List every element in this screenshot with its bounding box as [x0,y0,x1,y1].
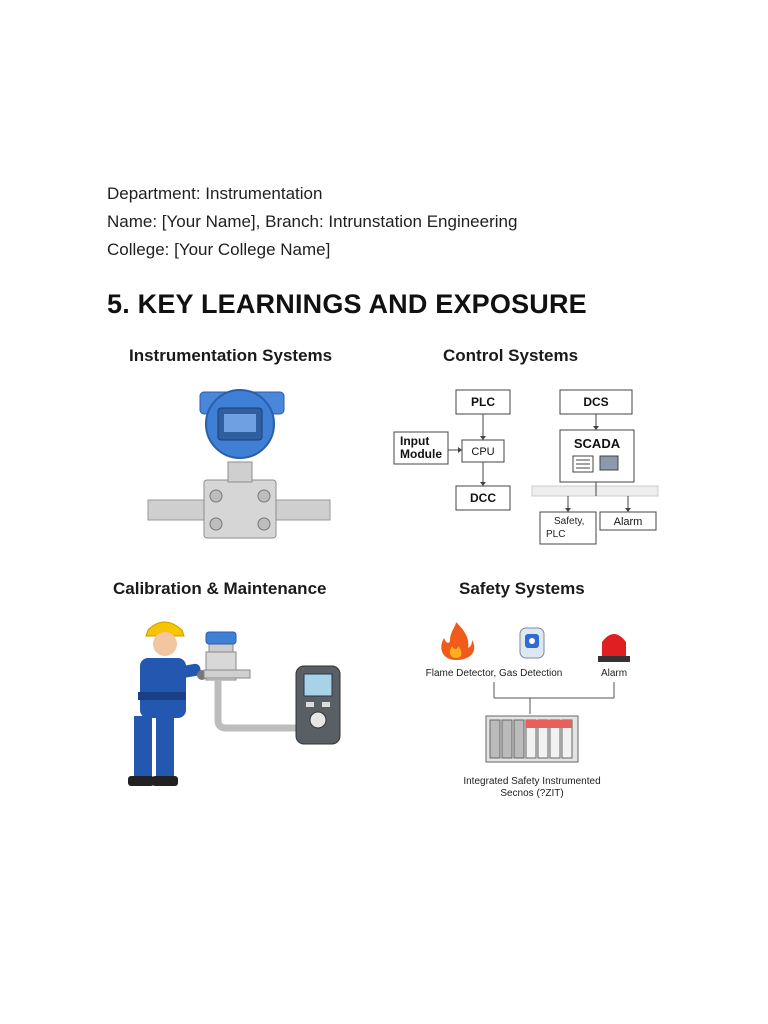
name-branch-line: Name: [Your Name], Branch: Intrunstation Engineering [107,212,518,231]
calibration-illustration [120,612,350,797]
scada-label: SCADA [573,436,621,451]
gas-detector-icon [520,628,544,658]
calibration-maintenance-title: Calibration & Maintenance [113,579,327,598]
sis-label-line1: Integrated Safety Instrumented [463,776,601,787]
dcc-label: DCC [470,491,496,505]
technician-figure [128,622,207,786]
plc-label: PLC [471,395,495,409]
instrumentation-systems-title: Instrumentation Systems [129,346,333,365]
handheld-calibrator [296,666,340,744]
sis-label-line2: Secnos (?ZIT) [500,788,564,799]
alarm-label: Alarm [600,668,628,679]
section-title: 5. KEY LEARNINGS AND EXPOSURE [107,289,587,319]
control-systems-title: Control Systems [443,346,579,365]
field-transmitter [204,632,302,728]
safety-plc-label-1: Safety, [554,516,585,527]
pressure-transmitter-illustration [140,384,340,544]
input-module-label-1: Input [400,434,430,448]
report-header [107,180,517,264]
cpu-label: CPU [471,446,495,458]
safety-systems-diagram [412,620,662,800]
sis-rack [486,716,578,762]
control-systems-diagram [392,388,662,548]
detectors-label: Flame Detector, Gas Detection [425,668,563,679]
college-line: College: [Your College Name] [107,240,331,259]
department-line: Department: Instrumentation [107,184,323,203]
dcs-label: DCS [583,395,609,409]
input-module-label-2: Module [400,447,442,461]
alarm-box-label: Alarm [613,516,643,528]
alarm-beacon-icon [598,634,630,662]
safety-plc-label-2: PLC [546,529,566,540]
safety-systems-title: Safety Systems [459,579,585,598]
